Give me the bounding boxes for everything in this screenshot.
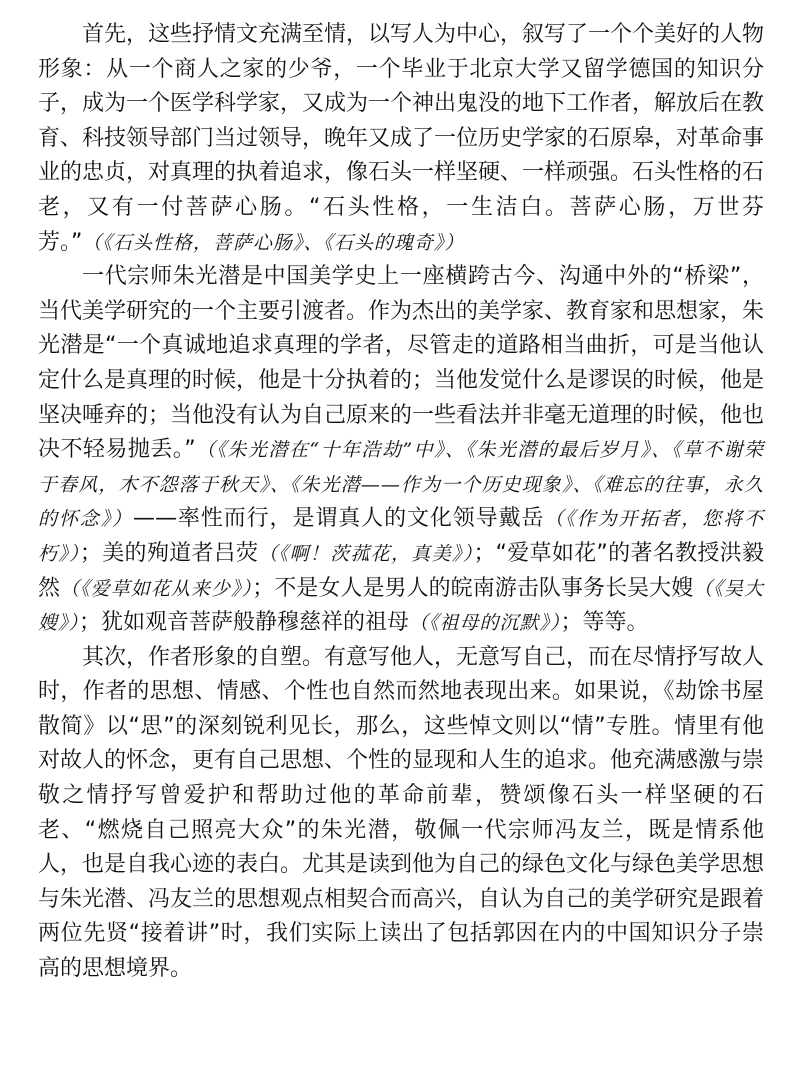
- paragraph-2-citation: （《作为开拓者，您将不朽》）: [38, 508, 764, 565]
- paragraph-2-citation: （《啊！茨菰花，真美》）: [258, 542, 474, 565]
- paragraph-2-text: ；等等。: [560, 610, 649, 636]
- paragraph-2-citation: （《爱草如花从来少》）: [60, 577, 253, 600]
- paragraph-2-text: ；“爱草如花”的著名教授洪毅然: [38, 540, 764, 601]
- paragraph-3: [38, 641, 764, 987]
- paragraph-2-text: ——率性而行，是谓真人的文化领导戴岳: [133, 506, 545, 532]
- document-page: [38, 18, 764, 987]
- paragraph-2-text: ；不是女人是男人的皖南游击队事务长吴大嫂: [252, 575, 694, 601]
- paragraph-2-text: ；美的殉道者吕荧: [79, 540, 259, 566]
- paragraph-2-citation: （《祖母的沉默》）: [409, 612, 561, 635]
- paragraph-2-text: ；犹如观音菩萨般静穆慈祥的祖母: [79, 610, 410, 636]
- paragraph-1: [38, 18, 764, 260]
- paragraph-1-text: 首先，这些抒情文充满至情，以写人为中心，叙写了一个个美好的人物形象：从一个商人之家的少爷，一个毕业于北京大学又留学德国的知识分子，成为一个医学科学家，又成为一个神出鬼没的地下工作者，解放后在教育、科技领导部门当过领导，晚年又成了一位历史学家的石原皋，对革命事业的忠贞，对真理的执着追求，像石头一样坚硬、一样顽强。石头性格的石老，又有一付菩萨心肠。“石头性格，一生洁白。菩萨心肠，万世芬芳。”: [38, 22, 765, 255]
- paragraph-2: [38, 260, 764, 641]
- paragraph-1-citation: （《石头性格，菩萨心肠》、《石头的瑰奇》）: [82, 231, 465, 254]
- paragraph-2-citation: （《朱光潜在“十年浩劫”中》、《朱光潜的最后岁月》、《草不谢荣于春风，木不怨落于秋天》、《朱光潜——作为一个历史现象》、《难忘的往事，永久的怀念》）: [38, 439, 764, 531]
- paragraph-2-citation: （《吴大嫂》）: [38, 577, 764, 635]
- paragraph-3-text: 其次，作者形象的自塑。有意写他人，无意写自己，而在尽情抒写故人时，作者的思想、情感、个性也自然而然地表现出来。如果说，《劫馀书屋散简》以“思”的深刻锐利见长，那么，这些悼文则以“情”专胜。情里有他对故人的怀念，更有自己思想、个性的显现和人生的追求。他充满感激与崇敬之情抒写曾爱护和帮助过他的革命前辈，赞颂像石头一样坚硬的石老、“燃烧自己照亮大众”的朱光潜，敬佩一代宗师冯友兰，既是情系他人，也是自我心迹的表白。尤其是读到他为自己的绿色文化与绿色美学思想与朱光潜、冯友兰的思想观点相契合而高兴，自认为自己的美学研究是跟着两位先贤“接着讲”时，我们实际上读出了包括郭因在内的中国知识分子崇高的思想境界。: [38, 644, 765, 982]
- paragraph-2-text: 一代宗师朱光潜是中国美学史上一座横跨古今、沟通中外的“桥梁”，当代美学研究的一个主要引渡者。作为杰出的美学家、教育家和思想家，朱光潜是“一个真诚地追求真理的学者，尽管走的道路相当曲折，可是当他认定什么是真理的时候，他是十分执着的；当他发觉什么是谬误的时候，他是坚决唾弃的；当他没有认为自己原来的一些看法并非毫无道理的时候，他也决不轻易抛丢。”: [38, 264, 765, 463]
